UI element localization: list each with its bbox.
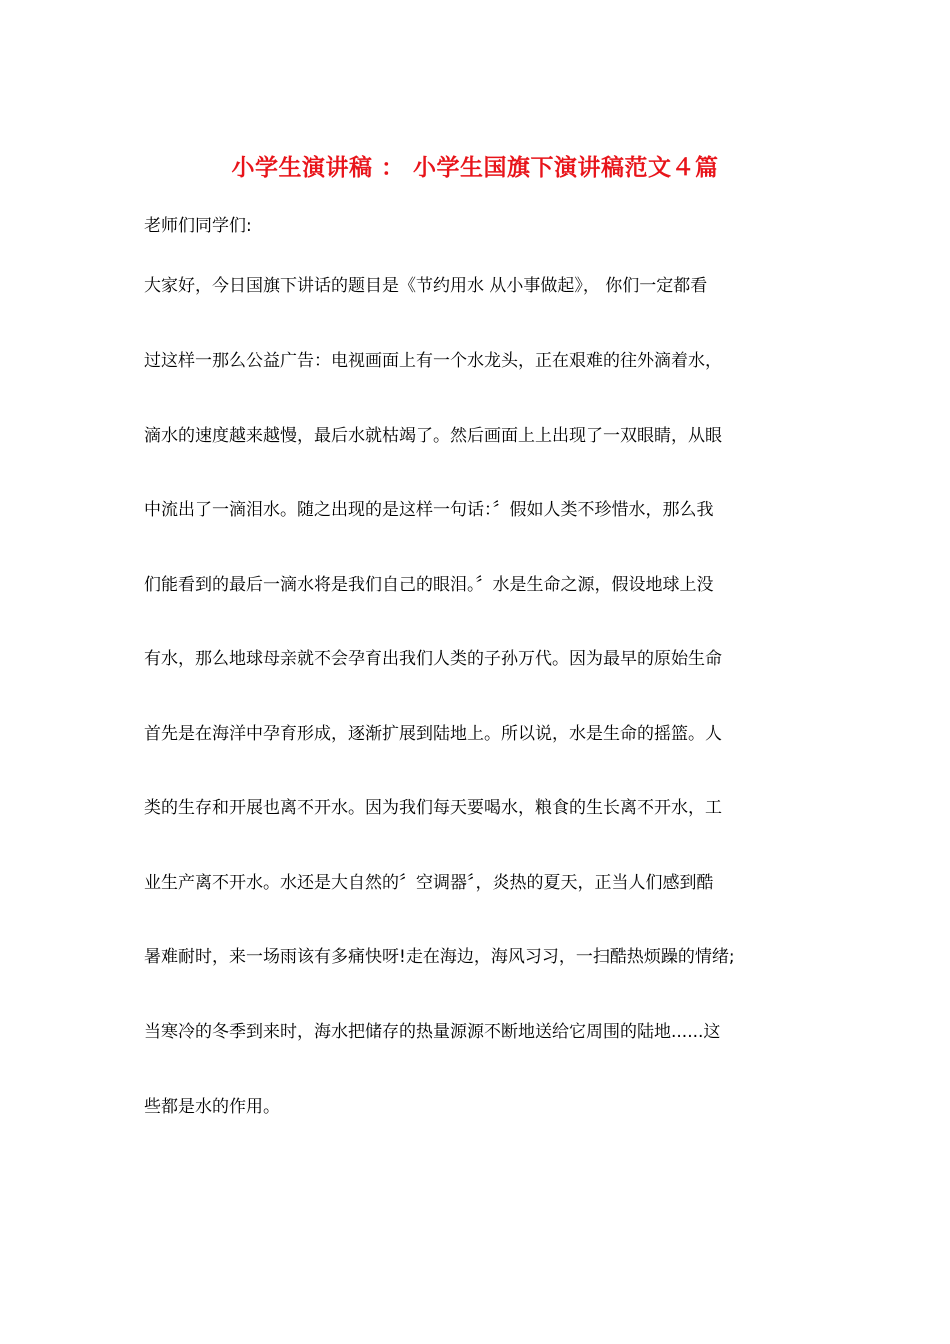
paragraph-line: 们能看到的最后一滴水将是我们自己的眼泪。〞水是生命之源，假设地球上没 <box>144 575 714 595</box>
paragraph-line: 业生产离不开水。水还是大自然的〞空调器〞，炎热的夏天，正当人们感到酷 <box>144 873 714 893</box>
paragraph-line: 暑难耐时，来一场雨该有多痛快呀!走在海边，海风习习，一扫酷热烦躁的情绪; <box>144 947 735 967</box>
paragraph-line: 当寒冷的冬季到来时，海水把储存的热量源源不断地送给它周围的陆地......这 <box>144 1022 721 1042</box>
paragraph-line: 过这样一那么公益广告：电视画面上有一个水龙头，正在艰难的往外滴着水， <box>144 351 722 371</box>
paragraph-line: 些都是水的作用。 <box>144 1097 280 1117</box>
paragraph-line: 滴水的速度越来越慢，最后水就枯竭了。然后画面上上出现了一双眼睛，从眼 <box>144 426 722 446</box>
paragraph-line: 中流出了一滴泪水。随之出现的是这样一句话：〞假如人类不珍惜水，那么我 <box>144 500 714 520</box>
paragraph-line: 有水，那么地球母亲就不会孕育出我们人类的子孙万代。因为最早的原始生命 <box>144 649 722 669</box>
document-title: 小学生演讲稿 ： 小学生国旗下演讲稿范文４篇 <box>231 154 719 181</box>
paragraph-line: 大家好，今日国旗下讲话的题目是《节约用水 从小事做起》， 你们一定都看 <box>144 276 708 296</box>
salutation-text: 老师们同学们: <box>144 216 252 236</box>
paragraph-line: 首先是在海洋中孕育形成，逐渐扩展到陆地上。所以说，水是生命的摇篮。人 <box>144 724 722 744</box>
paragraph-line: 类的生存和开展也离不开水。因为我们每天要喝水，粮食的生长离不开水，工 <box>144 798 722 818</box>
